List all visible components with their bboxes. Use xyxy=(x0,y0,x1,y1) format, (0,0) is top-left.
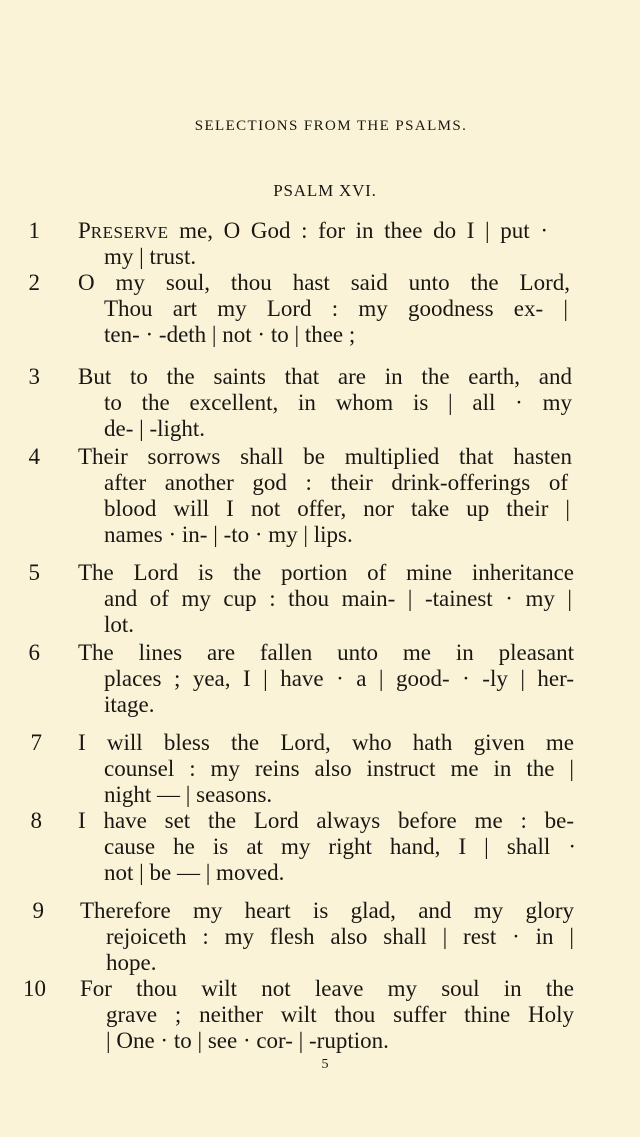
verse-line: after another god : their drink-offerings of xyxy=(104,470,568,495)
verse-line: The Lord is the portion of mine inheritance xyxy=(78,560,574,585)
verse-number: 3 xyxy=(28,364,40,389)
verse-number: 9 xyxy=(32,898,44,923)
verse-number: 10 xyxy=(23,976,46,1001)
verse-line: to the excellent, in whom is | all · my xyxy=(104,390,572,415)
verse-number: 4 xyxy=(28,444,40,469)
verse-line: night — | seasons. xyxy=(104,782,273,807)
verse-line: names · in- | -to · my | lips. xyxy=(104,522,353,547)
verse-line: ten- · -deth | not · to | thee ; xyxy=(104,322,356,347)
verse-line: counsel : my reins also instruct me in the | xyxy=(104,756,574,781)
verse-number: 1 xyxy=(28,218,40,243)
verse-line: cause he is at my right hand, I | shall · xyxy=(104,834,576,859)
verse-line: I will bless the Lord, who hath given me xyxy=(78,730,574,755)
verse-line: O my soul, thou hast said unto the Lord, xyxy=(78,270,570,295)
verse-line: and of my cup : thou main- | -tainest · my | xyxy=(104,586,572,611)
verse-number: 5 xyxy=(28,560,40,585)
verse-line: itage. xyxy=(104,692,155,717)
running-head: SELECTIONS FROM THE PSALMS. xyxy=(194,118,468,134)
verse-line: not | be — | moved. xyxy=(104,860,285,885)
verse-line: places ; yea, I | have · a | good- · -ly | her- xyxy=(104,666,574,691)
verse-line: rejoiceth : my flesh also shall | rest · in | xyxy=(106,924,574,949)
verse-line: grave ; neither wilt thou suffer thine Holy xyxy=(106,1002,574,1027)
psalm-title: PSALM XVI. xyxy=(273,181,377,200)
verse-line: de- | -light. xyxy=(104,416,206,441)
verse-line: But to the saints that are in the earth, and xyxy=(78,364,572,389)
verse-line: my | trust. xyxy=(104,244,197,269)
verse-line: PRESERVE me, O God : for in thee do I | put · xyxy=(78,218,548,243)
page-number: 5 xyxy=(321,1057,329,1072)
verse-number: 6 xyxy=(28,640,40,665)
verse-line: lot. xyxy=(104,612,135,637)
verse-line: I have set the Lord always before me : be- xyxy=(78,808,574,833)
verse-number: 2 xyxy=(28,270,40,295)
verse-line: blood will I not offer, nor take up their | xyxy=(104,496,570,521)
verse-number: 7 xyxy=(30,730,42,755)
verse-line: | One · to | see · cor- | -ruption. xyxy=(106,1028,389,1053)
verse-line: The lines are fallen unto me in pleasant xyxy=(78,640,574,665)
verse-line: hope. xyxy=(106,950,157,975)
verse-line: Therefore my heart is glad, and my glory xyxy=(80,898,574,923)
verse-line: For thou wilt not leave my soul in the xyxy=(80,976,574,1001)
verse-number: 8 xyxy=(30,808,42,833)
verse-line: Their sorrows shall be multiplied that hasten xyxy=(78,444,572,469)
verse-line: Thou art my Lord : my goodness ex- | xyxy=(104,296,568,321)
